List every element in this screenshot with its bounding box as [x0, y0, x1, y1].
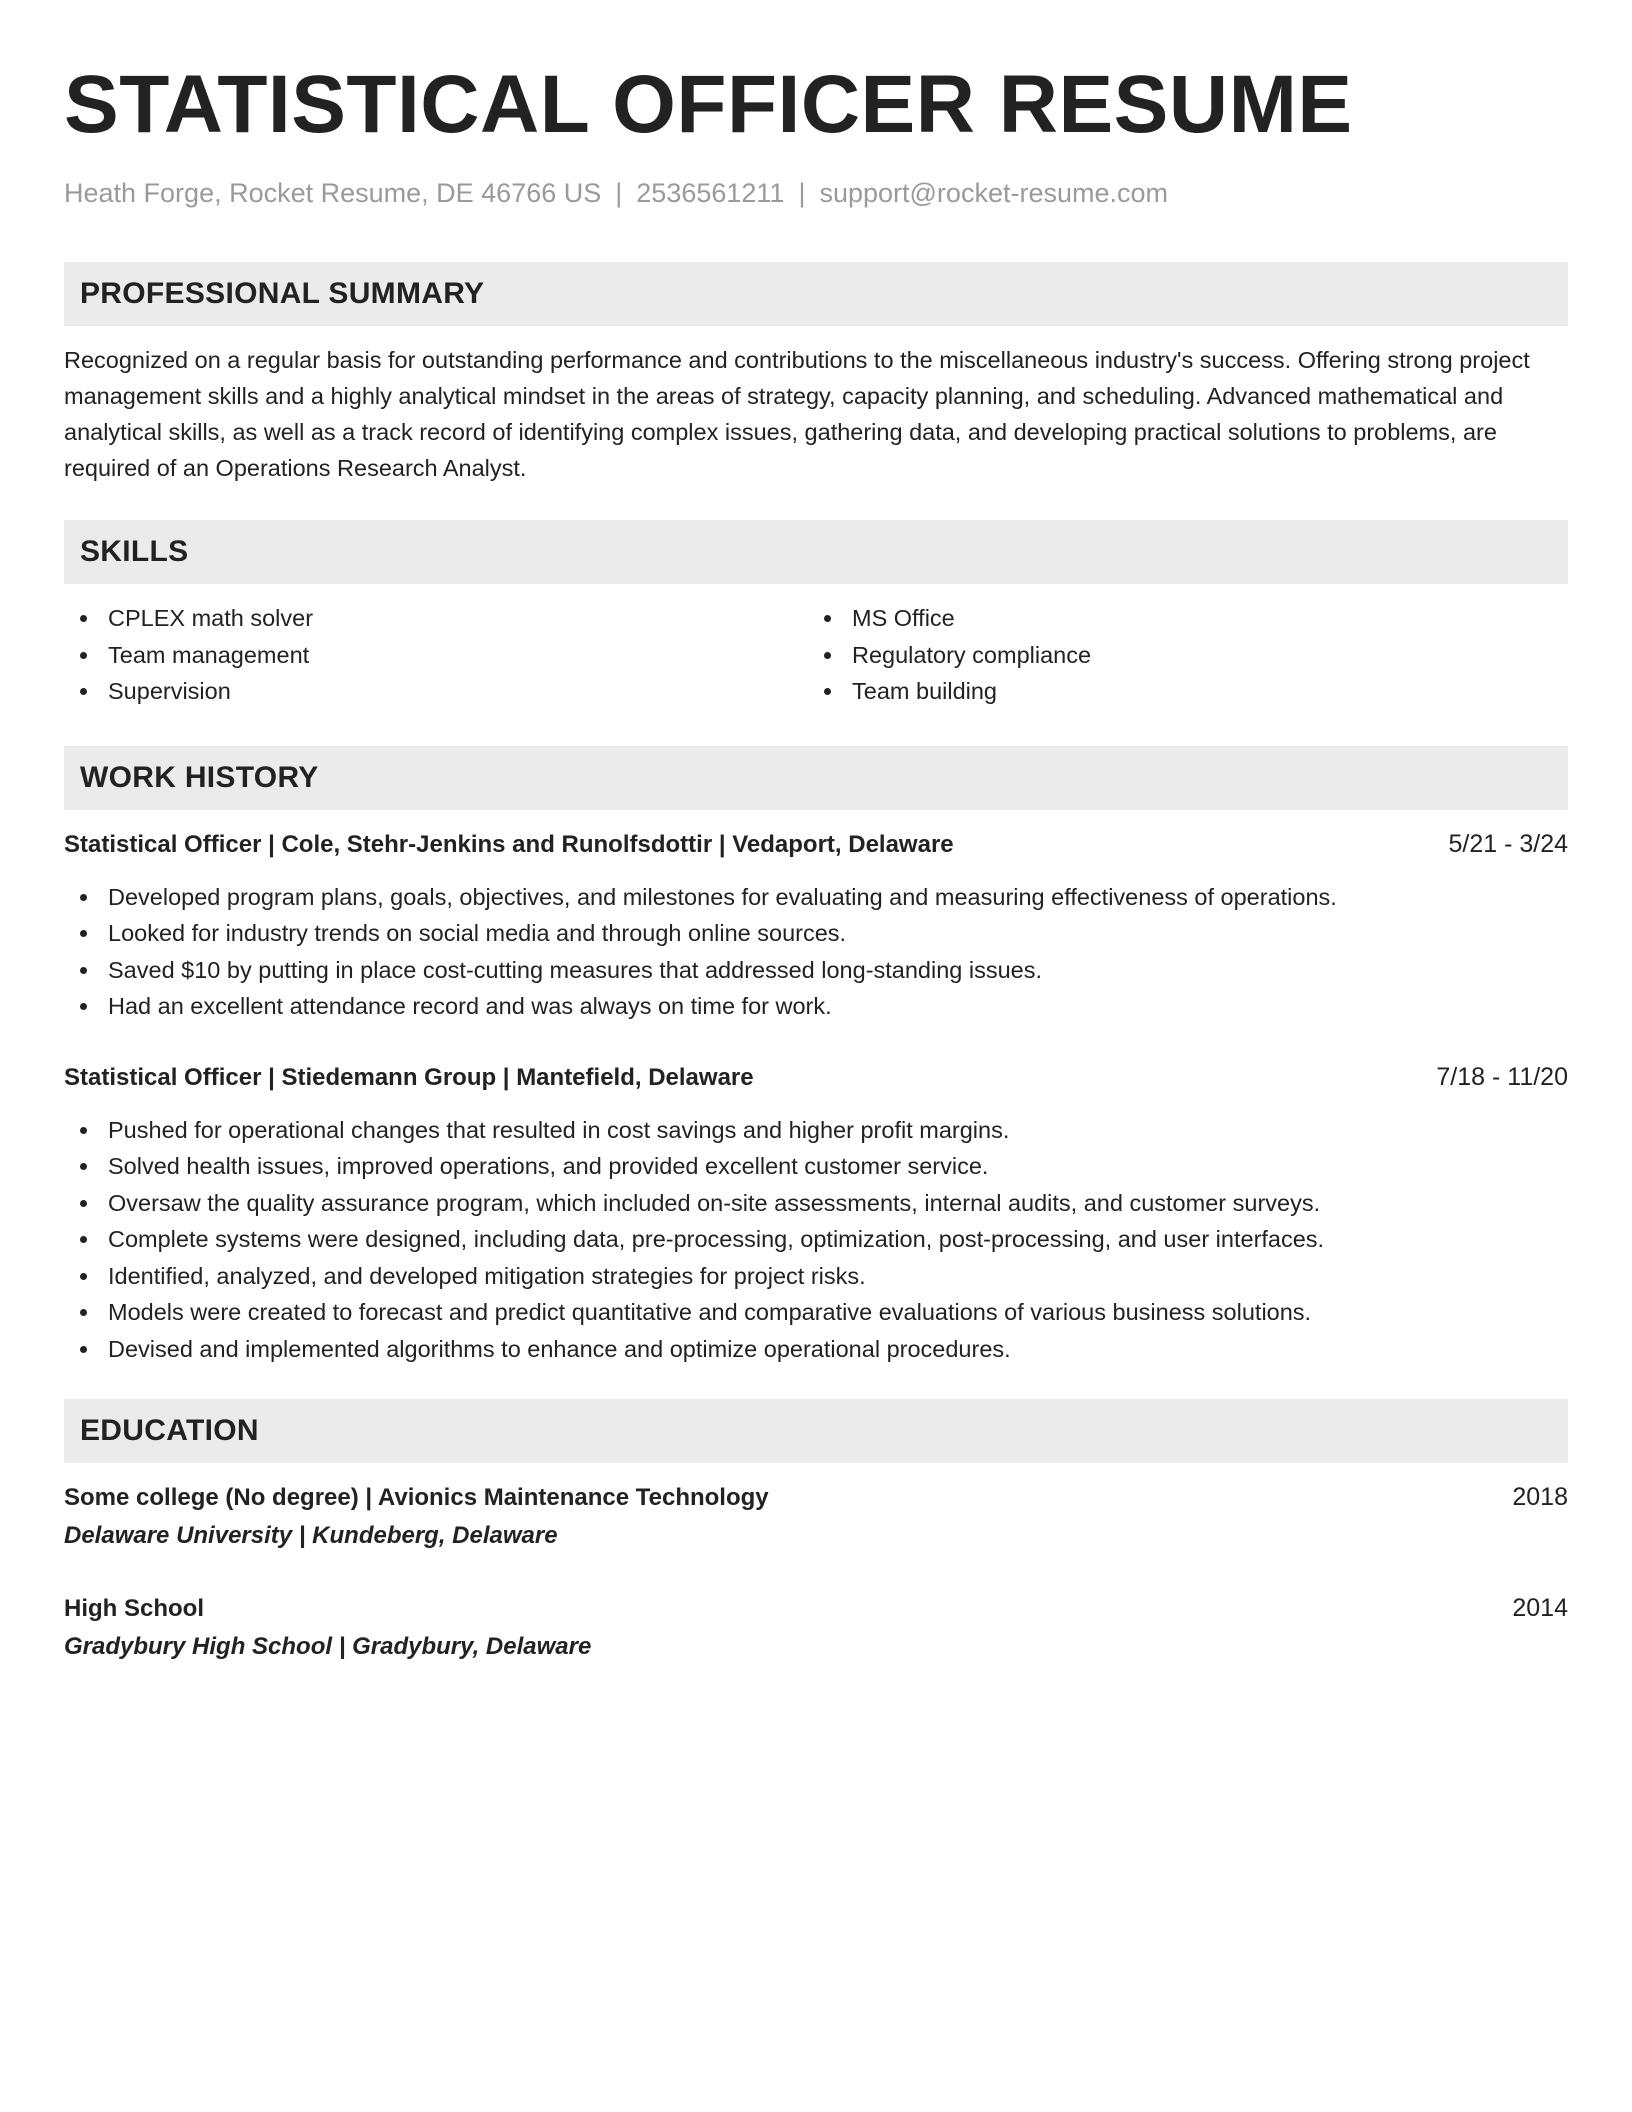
- job-bullet: Devised and implemented algorithms to enhance and optimize operational procedures.: [64, 1331, 1568, 1368]
- education-school: Gradybury High School | Gradybury, Delaware: [64, 1633, 592, 1660]
- education-degree: Some college (No degree) | Avionics Maintenance Technology: [64, 1484, 769, 1511]
- work-history-section: [64, 746, 1568, 1368]
- skill-item: CPLEX math solver: [64, 600, 808, 637]
- section-heading-work: WORK HISTORY: [64, 746, 1568, 810]
- job-bullets: [64, 1112, 1568, 1368]
- job-bullet: Oversaw the quality assurance program, which included on-site assessments, internal audits, and customer surveys.: [64, 1185, 1568, 1222]
- job-bullet: Developed program plans, goals, objectives, and milestones for evaluating and measuring effectiveness of operations.: [64, 879, 1568, 916]
- job-entry: [64, 1059, 1568, 1368]
- education-entry: [64, 1479, 1568, 1554]
- job-bullet: Looked for industry trends on social media and through online sources.: [64, 915, 1568, 952]
- contact-phone: 2536561211: [636, 178, 785, 208]
- job-bullet: Had an excellent attendance record and was always on time for work.: [64, 988, 1568, 1025]
- education-section: [64, 1399, 1568, 1665]
- job-bullet: Saved $10 by putting in place cost-cutting measures that addressed long-standing issues.: [64, 952, 1568, 989]
- skills-section: [64, 520, 1568, 710]
- skills-column-left: [64, 600, 808, 710]
- job-header: [64, 1059, 1568, 1096]
- job-entry: [64, 826, 1568, 1025]
- skills-column-right: [808, 600, 1552, 710]
- skill-item: Regulatory compliance: [808, 637, 1552, 674]
- job-bullet: Models were created to forecast and predict quantitative and comparative evaluations of various business solutions.: [64, 1294, 1568, 1331]
- education-entry: [64, 1590, 1568, 1665]
- skill-item: Team building: [808, 673, 1552, 710]
- education-degree: High School: [64, 1595, 204, 1622]
- section-heading-skills: SKILLS: [64, 520, 1568, 584]
- job-dates: 5/21 - 3/24: [1448, 829, 1568, 858]
- job-header: [64, 826, 1568, 863]
- job-bullet: Pushed for operational changes that resulted in cost savings and higher profit margins.: [64, 1112, 1568, 1149]
- job-bullet: Solved health issues, improved operations, and provided excellent customer service.: [64, 1148, 1568, 1185]
- resume-title: STATISTICAL OFFICER RESUME: [64, 59, 1353, 150]
- education-year: 2018: [1512, 1483, 1568, 1511]
- job-bullets: [64, 879, 1568, 1025]
- skill-item: MS Office: [808, 600, 1552, 637]
- job-title: Statistical Officer | Cole, Stehr-Jenkins and Runolfsdottir | Vedaport, Delaware: [64, 830, 954, 858]
- contact-line: [64, 176, 1568, 210]
- job-bullet: Identified, analyzed, and developed mitigation strategies for project risks.: [64, 1258, 1568, 1295]
- education-school: Delaware University | Kundeberg, Delaware: [64, 1522, 558, 1549]
- skills-grid: [64, 600, 1568, 710]
- contact-address: Heath Forge, Rocket Resume, DE 46766 US: [64, 178, 602, 208]
- education-year: 2014: [1512, 1594, 1568, 1622]
- section-heading-summary: PROFESSIONAL SUMMARY: [64, 262, 1568, 326]
- job-title: Statistical Officer | Stiedemann Group | Mantefield, Delaware: [64, 1063, 754, 1091]
- contact-separator: |: [798, 178, 806, 208]
- section-heading-education: EDUCATION: [64, 1399, 1568, 1463]
- skill-item: Supervision: [64, 673, 808, 710]
- contact-separator: |: [615, 178, 623, 208]
- job-dates: 7/18 - 11/20: [1436, 1062, 1568, 1091]
- professional-summary-section: [64, 262, 1568, 486]
- summary-text: Recognized on a regular basis for outstanding performance and contributions to the miscellaneous industry's success. Offering strong project management skills and a highly analytical mindset in the areas of strategy, capacity planning, and scheduling. Advanced mathematical and analytical skills, as well as a track record of identifying complex issues, gathering data, and developing practical solutions to problems, are required of an Operations Research Analyst.: [64, 347, 1530, 481]
- job-bullet: Complete systems were designed, including data, pre-processing, optimization, post-processing, and user interfaces.: [64, 1221, 1568, 1258]
- education-header: [64, 1590, 1568, 1627]
- contact-email: support@rocket-resume.com: [819, 178, 1168, 208]
- skill-item: Team management: [64, 637, 808, 674]
- education-header: [64, 1479, 1568, 1516]
